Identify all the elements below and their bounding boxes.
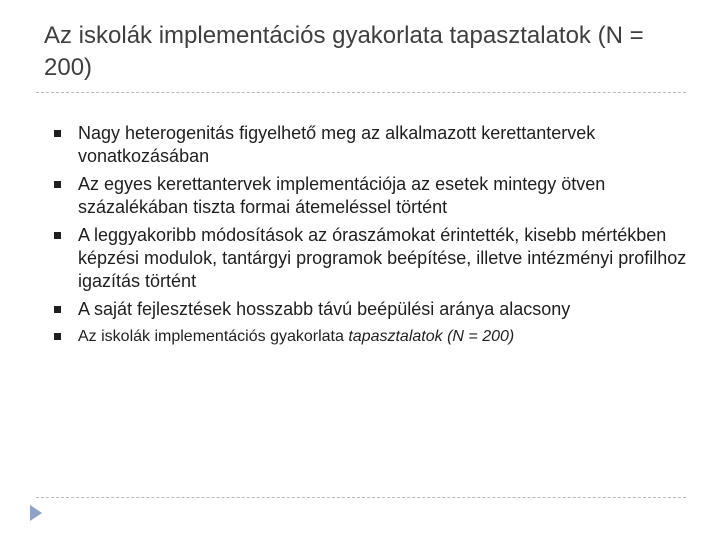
list-item (54, 298, 694, 321)
slide-title: Az iskolák implementációs gyakorlata tapasztalatok (N = 200) (44, 22, 644, 81)
bullet-text: A saját fejlesztések hosszabb távú beépülési aránya alacsony (78, 299, 571, 319)
bullet-list (54, 122, 694, 353)
list-item (54, 173, 694, 219)
square-bullet-icon (54, 333, 61, 340)
footer-divider (36, 497, 686, 498)
list-item (54, 326, 694, 348)
list-item (54, 224, 694, 293)
bullet-text-italic: tapasztalatok (N = 200) (348, 328, 515, 345)
square-bullet-icon (54, 306, 61, 313)
bullet-text: A leggyakoribb módosítások az óraszámokat érintették, kisebb mértékben képzési modulok, tantárgyi programok beépítése, illetve intézményi profilhoz igazítás történt (78, 225, 687, 291)
square-bullet-icon (54, 181, 61, 188)
bullet-text: Nagy heterogenitás figyelhető meg az alkalmazott kerettantervek vonatkozásában (78, 123, 596, 166)
square-bullet-icon (54, 130, 61, 137)
bullet-text: Az egyes kerettantervek implementációja az esetek mintegy ötven százalékában tiszta formai átemeléssel történt (78, 174, 606, 217)
title-divider (36, 92, 686, 93)
bullet-text-plain: Az iskolák implementációs gyakorlata (78, 328, 349, 345)
square-bullet-icon (54, 232, 61, 239)
triangle-arrow-icon (30, 505, 42, 521)
list-item (54, 122, 694, 168)
